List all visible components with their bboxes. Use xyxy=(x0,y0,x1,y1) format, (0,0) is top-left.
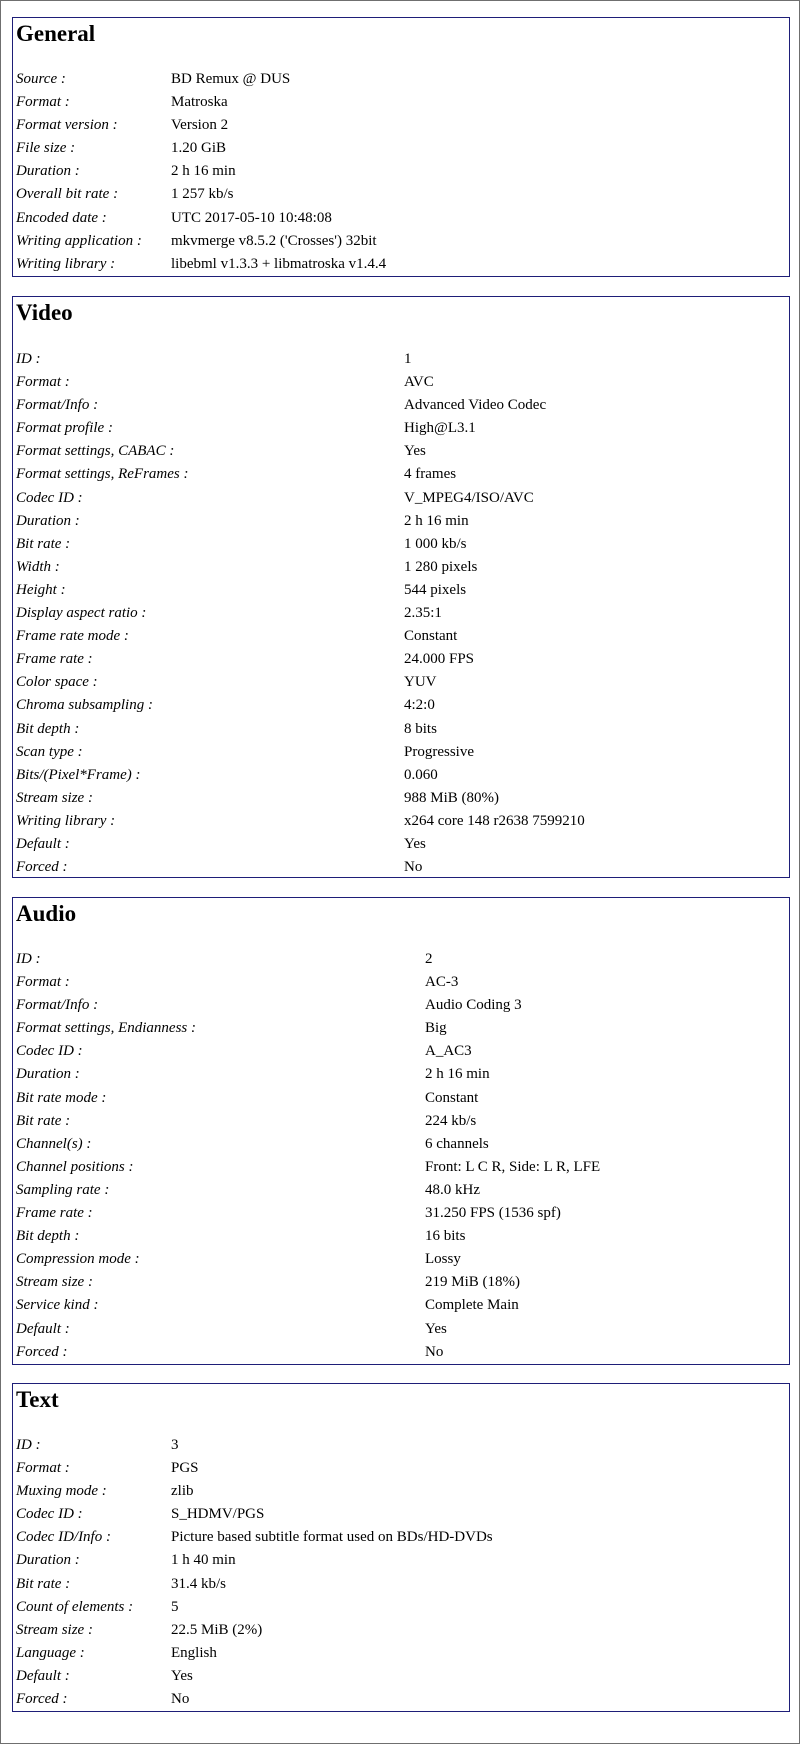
field-value: 1.20 GiB xyxy=(171,140,227,157)
info-row xyxy=(16,1087,789,1110)
field-value: Version 2 xyxy=(171,117,229,134)
field-label: Language : xyxy=(16,1644,85,1661)
field-value: 2 h 16 min xyxy=(171,163,236,180)
info-row xyxy=(16,207,789,230)
field-value: AVC xyxy=(404,374,434,391)
info-row xyxy=(16,948,789,971)
field-label: ID : xyxy=(16,1437,41,1453)
field-value: 544 pixels xyxy=(404,581,467,598)
field-label: Bits/(Pixel*Frame) : xyxy=(16,766,141,783)
info-row xyxy=(16,1549,789,1572)
info-row xyxy=(16,1294,789,1317)
info-row xyxy=(16,602,789,625)
info-row xyxy=(16,68,789,91)
field-label: Frame rate : xyxy=(16,651,93,668)
field-value: 1 h 40 min xyxy=(171,1552,236,1569)
info-row xyxy=(16,1573,789,1596)
field-value: PGS xyxy=(171,1460,199,1477)
field-value: Matroska xyxy=(171,94,228,111)
field-label: Stream size : xyxy=(16,789,93,806)
info-row xyxy=(16,1688,789,1711)
field-label: Overall bit rate : xyxy=(16,186,119,203)
field-label: Height : xyxy=(16,581,66,598)
field-value: Constant xyxy=(425,1089,479,1106)
info-row xyxy=(16,810,789,833)
field-label: Default : xyxy=(16,1667,70,1684)
audio-section xyxy=(12,897,790,1365)
info-row xyxy=(16,671,789,694)
info-row xyxy=(16,487,789,510)
field-label: Stream size : xyxy=(16,1274,93,1291)
info-row xyxy=(16,1040,789,1063)
field-label: Format : xyxy=(16,1460,70,1477)
field-label: Duration : xyxy=(16,512,80,529)
info-row xyxy=(16,1434,789,1457)
field-value: Audio Coding 3 xyxy=(425,997,522,1014)
field-label: Bit depth : xyxy=(16,1228,80,1245)
field-value: 1 257 kb/s xyxy=(171,186,234,203)
field-value: 4:2:0 xyxy=(404,697,435,714)
info-row xyxy=(16,1063,789,1086)
field-value: 22.5 MiB (2%) xyxy=(171,1621,263,1638)
info-row xyxy=(16,1318,789,1341)
field-value: 988 MiB (80%) xyxy=(404,789,499,806)
field-value: zlib xyxy=(171,1483,194,1500)
info-row xyxy=(16,1341,789,1364)
field-label: Format : xyxy=(16,374,70,391)
info-row xyxy=(16,440,789,463)
field-value: Front: L C R, Side: L R, LFE xyxy=(425,1158,601,1175)
info-row xyxy=(16,1665,789,1688)
info-row xyxy=(16,1248,789,1271)
field-label: Format/Info : xyxy=(16,397,99,414)
info-row xyxy=(16,1503,789,1526)
field-label: Scan type : xyxy=(16,743,83,760)
info-row xyxy=(16,371,789,394)
field-value: BD Remux @ DUS xyxy=(171,71,291,87)
field-label: Color space : xyxy=(16,674,98,691)
video-section xyxy=(12,296,790,878)
field-label: Service kind : xyxy=(16,1297,99,1314)
field-label: Stream size : xyxy=(16,1621,93,1638)
info-row xyxy=(16,114,789,137)
info-row xyxy=(16,994,789,1017)
field-value: Yes xyxy=(404,835,426,852)
field-value: S_HDMV/PGS xyxy=(171,1506,265,1523)
text-rows xyxy=(16,1434,789,1711)
audio-rows xyxy=(16,948,789,1364)
general-section xyxy=(12,17,790,277)
info-row xyxy=(16,348,789,371)
field-label: Format settings, Endianness : xyxy=(16,1020,196,1037)
info-row xyxy=(16,160,789,183)
info-row xyxy=(16,1225,789,1248)
field-value: V_MPEG4/ISO/AVC xyxy=(404,489,534,506)
field-label: Default : xyxy=(16,1320,70,1337)
field-label: Frame rate mode : xyxy=(16,628,129,645)
field-value: mkvmerge v8.5.2 ('Crosses') 32bit xyxy=(171,232,377,249)
field-value: 219 MiB (18%) xyxy=(425,1274,520,1291)
field-label: Duration : xyxy=(16,1552,80,1569)
field-label: Encoded date : xyxy=(16,209,107,226)
info-row xyxy=(16,1202,789,1225)
field-label: Sampling rate : xyxy=(16,1181,110,1198)
info-row xyxy=(16,856,789,879)
field-label: Format settings, ReFrames : xyxy=(16,466,189,483)
field-value: Picture based subtitle format used on BDs/HD-DVDs xyxy=(171,1529,493,1546)
field-label: Bit depth : xyxy=(16,720,80,737)
field-label: Codec ID : xyxy=(16,1506,83,1523)
field-value: 6 channels xyxy=(425,1135,489,1152)
field-value: 8 bits xyxy=(404,720,437,737)
field-value: 1 280 pixels xyxy=(404,558,478,575)
info-row xyxy=(16,971,789,994)
info-row xyxy=(16,137,789,160)
info-row xyxy=(16,230,789,253)
info-row xyxy=(16,1596,789,1619)
field-label: Format : xyxy=(16,974,70,991)
field-label: Duration : xyxy=(16,163,80,180)
field-value: No xyxy=(171,1691,190,1708)
field-value: A_AC3 xyxy=(425,1043,472,1060)
field-value: 24.000 FPS xyxy=(404,651,475,668)
field-value: UTC 2017-05-10 10:48:08 xyxy=(171,209,332,226)
field-value: 2 h 16 min xyxy=(425,1066,490,1083)
field-label: Source : xyxy=(16,71,66,87)
field-value: Advanced Video Codec xyxy=(404,397,547,414)
info-row xyxy=(16,787,789,810)
field-value: AC-3 xyxy=(425,974,459,991)
field-value: 0.060 xyxy=(404,766,438,783)
info-row xyxy=(16,253,789,276)
field-value: 1 000 kb/s xyxy=(404,535,467,552)
info-row xyxy=(16,1480,789,1503)
field-label: Bit rate : xyxy=(16,1575,71,1592)
field-value: Big xyxy=(425,1020,447,1037)
field-label: Format : xyxy=(16,94,70,111)
field-label: Count of elements : xyxy=(16,1598,134,1615)
info-row xyxy=(16,648,789,671)
info-row xyxy=(16,1642,789,1665)
info-row xyxy=(16,1133,789,1156)
field-value: libebml v1.3.3 + libmatroska v1.4.4 xyxy=(171,255,387,272)
info-row xyxy=(16,1526,789,1549)
field-value: 5 xyxy=(171,1598,179,1615)
field-value: Yes xyxy=(171,1667,193,1684)
info-row xyxy=(16,1110,789,1133)
field-label: Codec ID/Info : xyxy=(16,1529,111,1546)
info-row xyxy=(16,1271,789,1294)
field-label: Bit rate : xyxy=(16,535,71,552)
field-label: Channel positions : xyxy=(16,1158,134,1175)
field-value: Lossy xyxy=(425,1251,461,1268)
field-value: 2 xyxy=(425,951,433,967)
info-row xyxy=(16,833,789,856)
field-value: Constant xyxy=(404,628,458,645)
info-row xyxy=(16,1179,789,1202)
info-row xyxy=(16,183,789,206)
field-value: No xyxy=(425,1343,444,1360)
info-row xyxy=(16,463,789,486)
field-label: Format/Info : xyxy=(16,997,99,1014)
info-row xyxy=(16,417,789,440)
info-row xyxy=(16,694,789,717)
info-row xyxy=(16,91,789,114)
section-title-video: Video xyxy=(16,300,73,325)
field-label: Bit rate mode : xyxy=(16,1089,107,1106)
field-label: ID : xyxy=(16,351,41,367)
field-label: Forced : xyxy=(16,859,68,876)
field-label: Duration : xyxy=(16,1066,80,1083)
field-label: Compression mode : xyxy=(16,1251,140,1268)
field-value: English xyxy=(171,1644,217,1661)
info-row xyxy=(16,394,789,417)
field-label: Codec ID : xyxy=(16,489,83,506)
info-row xyxy=(16,625,789,648)
field-value: Yes xyxy=(404,443,426,460)
field-value: Complete Main xyxy=(425,1297,519,1314)
field-value: Yes xyxy=(425,1320,447,1337)
info-row xyxy=(16,1457,789,1480)
field-value: No xyxy=(404,859,423,876)
field-label: Muxing mode : xyxy=(16,1483,107,1500)
info-row xyxy=(16,1017,789,1040)
general-rows xyxy=(16,68,789,276)
info-row xyxy=(16,1156,789,1179)
field-value: 31.4 kb/s xyxy=(171,1575,227,1592)
field-label: ID : xyxy=(16,951,41,967)
video-rows xyxy=(16,348,789,879)
info-row xyxy=(16,510,789,533)
field-label: Writing library : xyxy=(16,812,116,829)
info-row xyxy=(16,764,789,787)
field-label: Width : xyxy=(16,558,60,575)
field-value: x264 core 148 r2638 7599210 xyxy=(404,812,585,829)
field-value: 31.250 FPS (1536 spf) xyxy=(425,1205,561,1222)
field-label: Format settings, CABAC : xyxy=(16,443,175,460)
section-title-text: Text xyxy=(16,1387,59,1412)
field-value: Progressive xyxy=(404,743,474,760)
field-value: 2 h 16 min xyxy=(404,512,469,529)
info-row xyxy=(16,579,789,602)
field-value: 48.0 kHz xyxy=(425,1181,480,1198)
field-value: YUV xyxy=(404,674,437,691)
field-value: 4 frames xyxy=(404,466,457,483)
field-label: Format version : xyxy=(16,117,118,134)
info-row xyxy=(16,741,789,764)
field-label: Frame rate : xyxy=(16,1205,93,1222)
field-label: File size : xyxy=(16,140,76,157)
info-row xyxy=(16,718,789,741)
section-title-general: General xyxy=(16,21,96,46)
field-label: Format profile : xyxy=(16,420,113,437)
field-label: Forced : xyxy=(16,1691,68,1708)
info-row xyxy=(16,533,789,556)
field-label: Writing library : xyxy=(16,255,116,272)
field-label: Writing application : xyxy=(16,232,142,249)
field-label: Bit rate : xyxy=(16,1112,71,1129)
field-label: Display aspect ratio : xyxy=(16,605,147,622)
field-label: Default : xyxy=(16,835,70,852)
field-label: Channel(s) : xyxy=(16,1135,92,1152)
field-value: 224 kb/s xyxy=(425,1112,477,1129)
info-row xyxy=(16,556,789,579)
field-value: 16 bits xyxy=(425,1228,466,1245)
field-value: High@L3.1 xyxy=(404,420,476,437)
field-value: 2.35:1 xyxy=(404,605,442,622)
info-row xyxy=(16,1619,789,1642)
field-value: 3 xyxy=(171,1437,179,1453)
field-value: 1 xyxy=(404,351,412,367)
text-section xyxy=(12,1383,790,1712)
field-label: Forced : xyxy=(16,1343,68,1360)
section-title-audio: Audio xyxy=(16,901,77,926)
field-label: Codec ID : xyxy=(16,1043,83,1060)
field-label: Chroma subsampling : xyxy=(16,697,153,714)
